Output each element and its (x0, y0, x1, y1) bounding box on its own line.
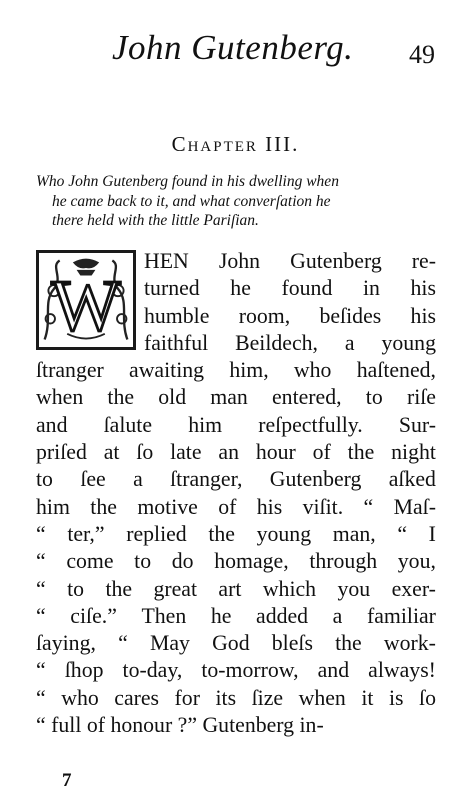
text-line: “ ciſe.” Then he added a familiar (36, 603, 436, 628)
running-head-title: John Gutenberg. (112, 28, 354, 67)
text-line: when the old man entered, to riſe (36, 385, 436, 410)
text-line: ſtranger awaiting him, who haſtened, (36, 358, 436, 383)
text-line: priſed at ſo late an hour of the night (36, 440, 436, 465)
text-line: “ who cares for its ſize when it is ſo (36, 685, 436, 710)
chapter-heading: Chapter III. (171, 132, 300, 156)
page-number: 49 (409, 40, 435, 69)
text-line: humble room, beſides his (144, 303, 436, 328)
text-line: ſaying, “ May God bleſs the work- (36, 631, 436, 656)
text-line: “ ter,” replied the young man, “ I (36, 521, 436, 546)
text-line: turned he found in his (144, 276, 436, 301)
summary-line: he came back to it, and what converſation he (52, 192, 331, 210)
summary-line: there held with the little Pariſian. (52, 212, 259, 229)
text-line: “ ſhop to-day, to-morrow, and always! (36, 658, 436, 683)
text-line: him the motive of his viſit. “ Maſ- (36, 494, 436, 519)
chapter-summary (36, 172, 436, 231)
summary-line: Who John Gutenberg found in his dwelling when (36, 173, 339, 190)
text-line: to ſee a ſtranger, Gutenberg aſked (36, 467, 436, 492)
text-line: faithful Beildech, a young (144, 330, 436, 355)
body-text (36, 248, 436, 739)
text-line: and ſalute him reſpectfully. Sur- (36, 412, 436, 437)
signature-mark: 7 (62, 770, 72, 791)
text-line: HEN John Gutenberg re- (144, 249, 436, 273)
text-line: “ full of honour ?” Gutenberg in- (36, 713, 324, 738)
drop-cap-letter: W (51, 265, 121, 347)
text-line: “ to the great art which you exer- (36, 576, 436, 601)
text-line: “ come to do homage, through you, (36, 549, 436, 574)
running-head (112, 28, 435, 78)
